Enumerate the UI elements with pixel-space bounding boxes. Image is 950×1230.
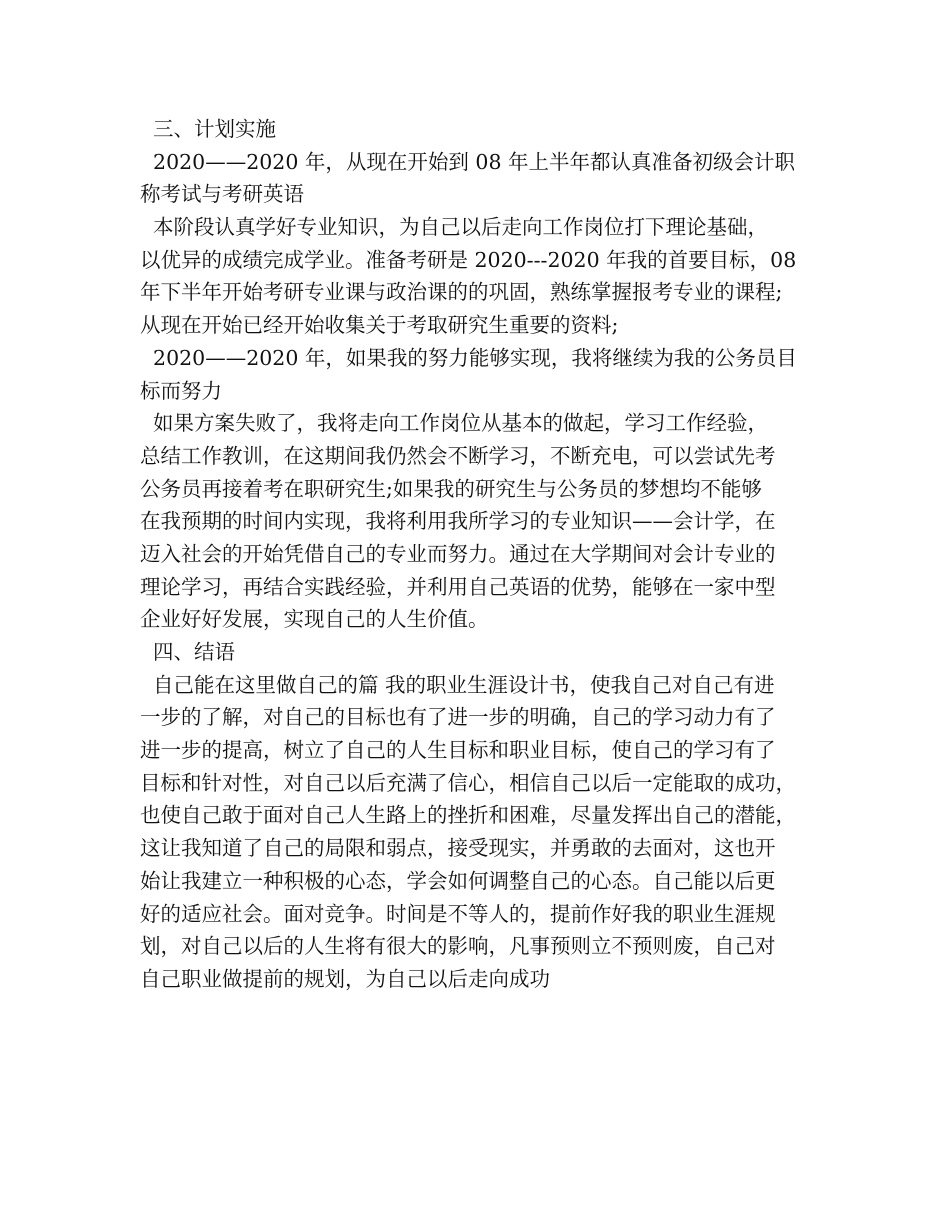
- text-line: 四、结语: [140, 640, 236, 664]
- text-line: 以优异的成绩完成学业。准备考研是 2020---2020 年我的首要目标，08: [140, 247, 797, 272]
- text-line: 年下半年开始考研专业课与政治课的的巩固，熟练掌握报考专业的课程;: [140, 280, 783, 305]
- text-line: 划，对自己以后的人生将有很大的影响，凡事预则立不预则废，自己对: [140, 934, 776, 959]
- text-line: 这让我知道了自己的局限和弱点，接受现实，并勇敢的去面对，这也开: [140, 836, 776, 861]
- text-line: 自己能在这里做自己的篇 我的职业生涯设计书，使我自己对自己有进: [140, 672, 775, 697]
- text-line: 理论学习，再结合实践经验，并利用自己英语的优势，能够在一家中型: [140, 574, 776, 599]
- text-line: 如果方案失败了，我将走向工作岗位从基本的做起，学习工作经验，: [140, 411, 769, 436]
- text-line: 在我预期的时间内实现，我将利用我所学习的专业知识——会计学，在: [140, 509, 776, 534]
- text-line: 公务员再接着考在职研究生;如果我的研究生与公务员的梦想均不能够: [140, 476, 762, 501]
- text-line: 总结工作教训，在这期间我仍然会不断学习，不断充电，可以尝试先考: [140, 443, 776, 468]
- text-line: 好的适应社会。面对竞争。时间是不等人的，提前作好我的职业生涯规: [140, 901, 776, 926]
- text-line: 2020——2020 年，从现在开始到 08 年上半年都认真准备初级会计职: [140, 149, 796, 174]
- text-line: 本阶段认真学好专业知识，为自己以后走向工作岗位打下理论基础，: [140, 215, 769, 240]
- text-line: 2020——2020 年，如果我的努力能够实现，我将继续为我的公务员目: [140, 345, 797, 370]
- text-line: 始让我建立一种积极的心态，学会如何调整自己的心态。自己能以后更: [140, 868, 776, 893]
- document-body: [140, 113, 830, 996]
- text-line: 标而努力: [140, 378, 222, 403]
- text-line: 称考试与考研英语: [140, 182, 304, 207]
- text-line: 也使自己敢于面对自己人生路上的挫折和困难，尽量发挥出自己的潜能，: [140, 803, 796, 828]
- text-line: 从现在开始已经开始收集关于考取研究生重要的资料;: [140, 313, 619, 338]
- text-line: 进一步的提高，树立了自己的人生目标和职业目标，使自己的学习有了: [140, 738, 776, 763]
- text-line: 企业好好发展，实现自己的人生价值。: [140, 607, 489, 632]
- text-line: 目标和针对性，对自己以后充满了信心，相信自己以后一定能取的成功，: [140, 770, 796, 795]
- text-line: 迈入社会的开始凭借自己的专业而努力。通过在大学期间对会计专业的: [140, 541, 776, 566]
- text-line: 自己职业做提前的规划，为自己以后走向成功: [140, 966, 550, 991]
- text-line: 三、计划实施: [140, 117, 277, 141]
- text-line: 一步的了解，对自己的目标也有了进一步的明确，自己的学习动力有了: [140, 705, 776, 730]
